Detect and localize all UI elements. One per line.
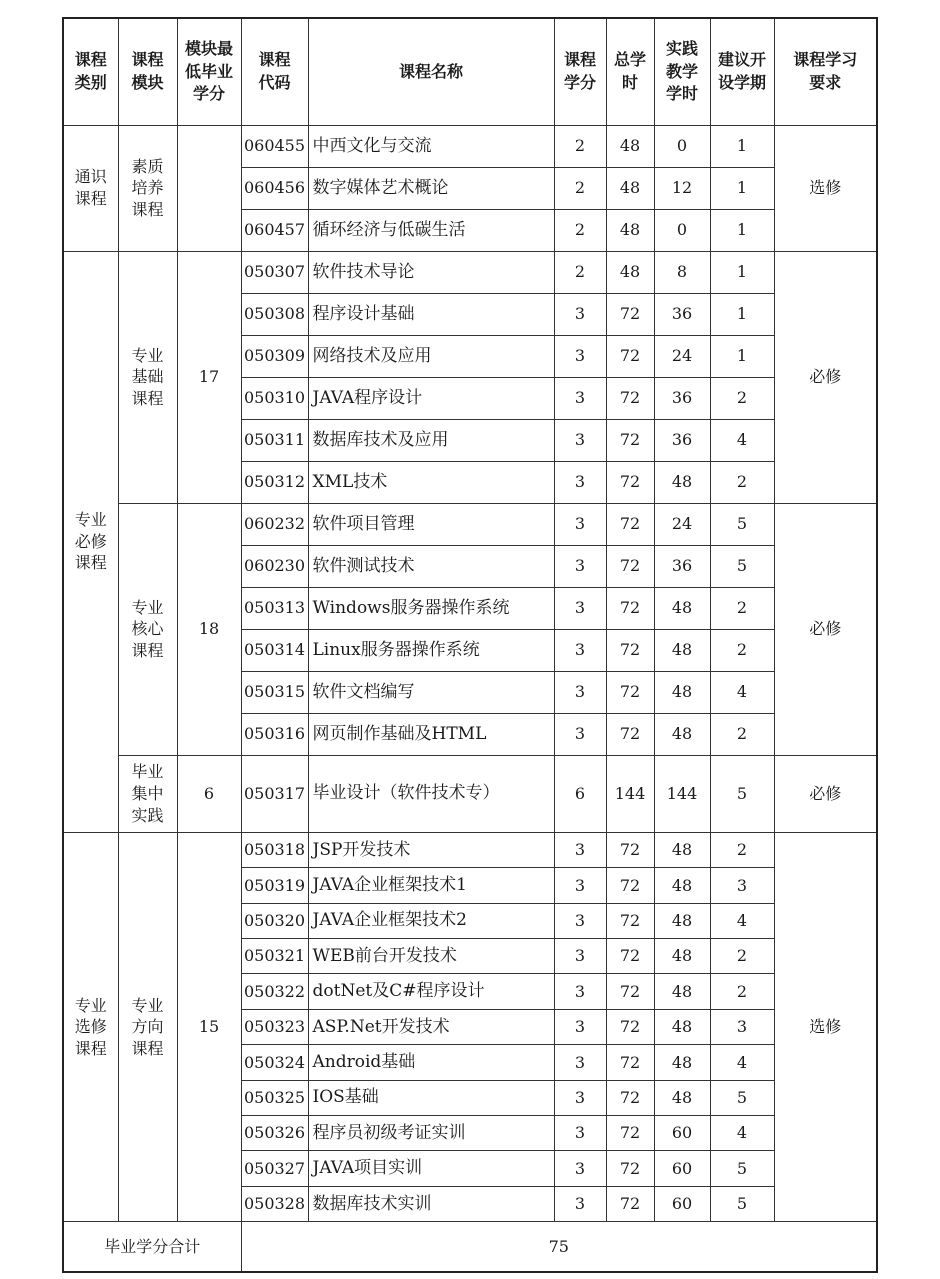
course-name: 程序员初级考证实训 xyxy=(308,1116,554,1151)
course-total-hours: 72 xyxy=(606,377,654,419)
category-required xyxy=(63,251,118,832)
course-credits: 3 xyxy=(554,939,606,974)
course-semester: 4 xyxy=(710,1116,774,1151)
course-credits: 3 xyxy=(554,461,606,503)
course-credits: 3 xyxy=(554,832,606,867)
course-practice-hours: 36 xyxy=(654,419,710,461)
course-code: 060230 xyxy=(241,545,308,587)
module-direction xyxy=(118,832,177,1221)
course-practice-hours: 0 xyxy=(654,125,710,167)
course-practice-hours: 48 xyxy=(654,1009,710,1044)
course-practice-hours: 48 xyxy=(654,587,710,629)
course-practice-hours: 48 xyxy=(654,461,710,503)
course-name: 软件文档编写 xyxy=(308,671,554,713)
header-code: 课程 代码 xyxy=(241,18,308,125)
course-total-hours: 72 xyxy=(606,1116,654,1151)
course-semester: 2 xyxy=(710,461,774,503)
course-semester: 2 xyxy=(710,974,774,1009)
category-general xyxy=(63,125,118,251)
course-code: 050307 xyxy=(241,251,308,293)
course-semester: 4 xyxy=(710,1045,774,1080)
course-semester: 2 xyxy=(710,377,774,419)
course-practice-hours: 60 xyxy=(654,1116,710,1151)
course-practice-hours: 24 xyxy=(654,335,710,377)
course-code: 050322 xyxy=(241,974,308,1009)
course-name: 循环经济与低碳生活 xyxy=(308,209,554,251)
table-row xyxy=(63,755,877,832)
course-name: JAVA企业框架技术2 xyxy=(308,903,554,938)
course-practice-hours: 144 xyxy=(654,755,710,832)
course-credits: 3 xyxy=(554,1186,606,1221)
course-credits: 3 xyxy=(554,903,606,938)
course-total-hours: 48 xyxy=(606,125,654,167)
course-practice-hours: 48 xyxy=(654,671,710,713)
course-code: 050310 xyxy=(241,377,308,419)
course-total-hours: 72 xyxy=(606,545,654,587)
course-total-hours: 72 xyxy=(606,629,654,671)
course-practice-hours: 48 xyxy=(654,1045,710,1080)
header-row xyxy=(63,18,877,125)
course-credits: 3 xyxy=(554,377,606,419)
course-code: 050311 xyxy=(241,419,308,461)
course-semester: 2 xyxy=(710,939,774,974)
total-row xyxy=(63,1222,877,1272)
course-code: 050313 xyxy=(241,587,308,629)
course-total-hours: 72 xyxy=(606,587,654,629)
course-practice-hours: 24 xyxy=(654,503,710,545)
header-total-hours: 总学 时 xyxy=(606,18,654,125)
category-required-text: 专业 必修 课程 xyxy=(74,510,107,573)
course-total-hours: 72 xyxy=(606,671,654,713)
course-credits: 3 xyxy=(554,868,606,903)
course-code: 050318 xyxy=(241,832,308,867)
course-credits: 3 xyxy=(554,545,606,587)
course-credits: 3 xyxy=(554,1116,606,1151)
course-semester: 1 xyxy=(710,209,774,251)
course-credits: 2 xyxy=(554,167,606,209)
course-practice-hours: 48 xyxy=(654,868,710,903)
course-name: 中西文化与交流 xyxy=(308,125,554,167)
module-core-text: 专业 核心 课程 xyxy=(131,597,164,660)
course-total-hours: 72 xyxy=(606,903,654,938)
table-row xyxy=(63,832,877,867)
header-module: 课程 模块 xyxy=(118,18,177,125)
course-total-hours: 48 xyxy=(606,251,654,293)
module-core xyxy=(118,503,177,755)
module-quality-text: 素质 培养 课程 xyxy=(131,156,164,219)
course-credits: 3 xyxy=(554,503,606,545)
course-code: 050315 xyxy=(241,671,308,713)
course-code: 060456 xyxy=(241,167,308,209)
course-practice-hours: 48 xyxy=(654,832,710,867)
course-name: JSP开发技术 xyxy=(308,832,554,867)
course-name: 数据库技术及应用 xyxy=(308,419,554,461)
course-semester: 1 xyxy=(710,167,774,209)
course-credits: 3 xyxy=(554,671,606,713)
course-semester: 1 xyxy=(710,251,774,293)
course-name: 数字媒体艺术概论 xyxy=(308,167,554,209)
course-credits: 3 xyxy=(554,1045,606,1080)
course-code: 050324 xyxy=(241,1045,308,1080)
course-credits: 3 xyxy=(554,587,606,629)
course-semester: 5 xyxy=(710,503,774,545)
total-value: 75 xyxy=(241,1222,877,1272)
course-name: 软件测试技术 xyxy=(308,545,554,587)
course-semester: 1 xyxy=(710,125,774,167)
course-practice-hours: 36 xyxy=(654,377,710,419)
course-name: 数据库技术实训 xyxy=(308,1186,554,1221)
course-code: 050323 xyxy=(241,1009,308,1044)
course-credits: 6 xyxy=(554,755,606,832)
course-name: 软件项目管理 xyxy=(308,503,554,545)
module-practice xyxy=(118,755,177,832)
course-semester: 5 xyxy=(710,1186,774,1221)
category-general-text: 通识 课程 xyxy=(74,167,107,209)
course-credits: 3 xyxy=(554,1151,606,1186)
course-practice-hours: 48 xyxy=(654,1080,710,1115)
course-semester: 2 xyxy=(710,629,774,671)
course-semester: 3 xyxy=(710,868,774,903)
course-code: 050316 xyxy=(241,713,308,755)
course-semester: 1 xyxy=(710,335,774,377)
course-semester: 2 xyxy=(710,587,774,629)
requirement-core: 必修 xyxy=(774,503,877,755)
course-total-hours: 72 xyxy=(606,1009,654,1044)
course-practice-hours: 36 xyxy=(654,293,710,335)
header-credits: 课程 学分 xyxy=(554,18,606,125)
course-code: 050312 xyxy=(241,461,308,503)
course-total-hours: 72 xyxy=(606,293,654,335)
course-code: 060232 xyxy=(241,503,308,545)
course-semester: 4 xyxy=(710,419,774,461)
course-code: 060457 xyxy=(241,209,308,251)
course-practice-hours: 60 xyxy=(654,1151,710,1186)
course-code: 050326 xyxy=(241,1116,308,1151)
course-name: Windows服务器操作系统 xyxy=(308,587,554,629)
course-semester: 3 xyxy=(710,1009,774,1044)
module-practice-text: 毕业 集中 实践 xyxy=(131,762,164,825)
course-total-hours: 72 xyxy=(606,974,654,1009)
course-credits: 3 xyxy=(554,293,606,335)
course-name: 软件技术导论 xyxy=(308,251,554,293)
course-semester: 5 xyxy=(710,545,774,587)
requirement-direction: 选修 xyxy=(774,832,877,1221)
course-practice-hours: 48 xyxy=(654,713,710,755)
course-semester: 5 xyxy=(710,1151,774,1186)
course-practice-hours: 48 xyxy=(654,974,710,1009)
category-elective xyxy=(63,832,118,1221)
course-credits: 2 xyxy=(554,125,606,167)
course-name: IOS基础 xyxy=(308,1080,554,1115)
course-credits: 3 xyxy=(554,974,606,1009)
course-code: 050317 xyxy=(241,755,308,832)
course-practice-hours: 8 xyxy=(654,251,710,293)
course-total-hours: 72 xyxy=(606,419,654,461)
course-total-hours: 72 xyxy=(606,713,654,755)
course-code: 050314 xyxy=(241,629,308,671)
course-name: WEB前台开发技术 xyxy=(308,939,554,974)
course-code: 050309 xyxy=(241,335,308,377)
course-code: 060455 xyxy=(241,125,308,167)
course-total-hours: 72 xyxy=(606,1080,654,1115)
course-name: JAVA程序设计 xyxy=(308,377,554,419)
course-name: JAVA企业框架技术1 xyxy=(308,868,554,903)
course-credits: 2 xyxy=(554,209,606,251)
course-credits: 2 xyxy=(554,251,606,293)
course-practice-hours: 0 xyxy=(654,209,710,251)
min-credits-basic: 17 xyxy=(177,251,241,503)
course-semester: 5 xyxy=(710,755,774,832)
course-name: ASP.Net开发技术 xyxy=(308,1009,554,1044)
course-name: JAVA项目实训 xyxy=(308,1151,554,1186)
course-body xyxy=(63,125,877,1272)
course-practice-hours: 48 xyxy=(654,903,710,938)
course-credits: 3 xyxy=(554,629,606,671)
module-direction-text: 专业 方向 课程 xyxy=(131,995,164,1058)
course-code: 050308 xyxy=(241,293,308,335)
course-credits: 3 xyxy=(554,1080,606,1115)
requirement-quality: 选修 xyxy=(774,125,877,251)
course-practice-hours: 48 xyxy=(654,629,710,671)
course-code: 050319 xyxy=(241,868,308,903)
course-total-hours: 72 xyxy=(606,868,654,903)
course-total-hours: 72 xyxy=(606,503,654,545)
course-code: 050321 xyxy=(241,939,308,974)
course-total-hours: 72 xyxy=(606,939,654,974)
course-practice-hours: 36 xyxy=(654,545,710,587)
course-total-hours: 144 xyxy=(606,755,654,832)
course-code: 050325 xyxy=(241,1080,308,1115)
course-total-hours: 72 xyxy=(606,461,654,503)
course-total-hours: 48 xyxy=(606,167,654,209)
course-semester: 2 xyxy=(710,832,774,867)
course-semester: 2 xyxy=(710,713,774,755)
total-label: 毕业学分合计 xyxy=(63,1222,241,1272)
course-semester: 4 xyxy=(710,903,774,938)
min-credits-practice: 6 xyxy=(177,755,241,832)
header-requirement: 课程学习 要求 xyxy=(774,18,877,125)
course-credits: 3 xyxy=(554,419,606,461)
course-practice-hours: 60 xyxy=(654,1186,710,1221)
course-total-hours: 72 xyxy=(606,335,654,377)
min-credits-direction: 15 xyxy=(177,832,241,1221)
header-category: 课程 类别 xyxy=(63,18,118,125)
course-credits: 3 xyxy=(554,335,606,377)
module-quality xyxy=(118,125,177,251)
course-credits: 3 xyxy=(554,713,606,755)
course-name: 网页制作基础及HTML xyxy=(308,713,554,755)
min-credits-core: 18 xyxy=(177,503,241,755)
header-name: 课程名称 xyxy=(308,18,554,125)
category-elective-text: 专业 选修 课程 xyxy=(74,995,107,1058)
course-total-hours: 72 xyxy=(606,1151,654,1186)
course-total-hours: 72 xyxy=(606,1186,654,1221)
course-code: 050328 xyxy=(241,1186,308,1221)
course-name: Linux服务器操作系统 xyxy=(308,629,554,671)
course-practice-hours: 48 xyxy=(654,939,710,974)
table-row xyxy=(63,251,877,293)
course-name: 程序设计基础 xyxy=(308,293,554,335)
course-code: 050320 xyxy=(241,903,308,938)
course-credits: 3 xyxy=(554,1009,606,1044)
requirement-practice: 必修 xyxy=(774,755,877,832)
course-semester: 4 xyxy=(710,671,774,713)
course-total-hours: 72 xyxy=(606,832,654,867)
course-name: 毕业设计（软件技术专） xyxy=(308,755,554,832)
module-basic-text: 专业 基础 课程 xyxy=(131,345,164,408)
course-total-hours: 72 xyxy=(606,1045,654,1080)
table-row xyxy=(63,125,877,167)
course-name: 网络技术及应用 xyxy=(308,335,554,377)
course-total-hours: 48 xyxy=(606,209,654,251)
header-practice-hours: 实践 教学 学时 xyxy=(654,18,710,125)
module-basic xyxy=(118,251,177,503)
header-min-credits: 模块最 低毕业 学分 xyxy=(177,18,241,125)
requirement-basic: 必修 xyxy=(774,251,877,503)
table-row xyxy=(63,503,877,545)
course-name: Android基础 xyxy=(308,1045,554,1080)
course-practice-hours: 12 xyxy=(654,167,710,209)
header-semester: 建议开 设学期 xyxy=(710,18,774,125)
course-semester: 1 xyxy=(710,293,774,335)
course-name: dotNet及C#程序设计 xyxy=(308,974,554,1009)
course-semester: 5 xyxy=(710,1080,774,1115)
min-credits-quality xyxy=(177,125,241,251)
course-name: XML技术 xyxy=(308,461,554,503)
course-code: 050327 xyxy=(241,1151,308,1186)
curriculum-table xyxy=(62,17,878,1273)
